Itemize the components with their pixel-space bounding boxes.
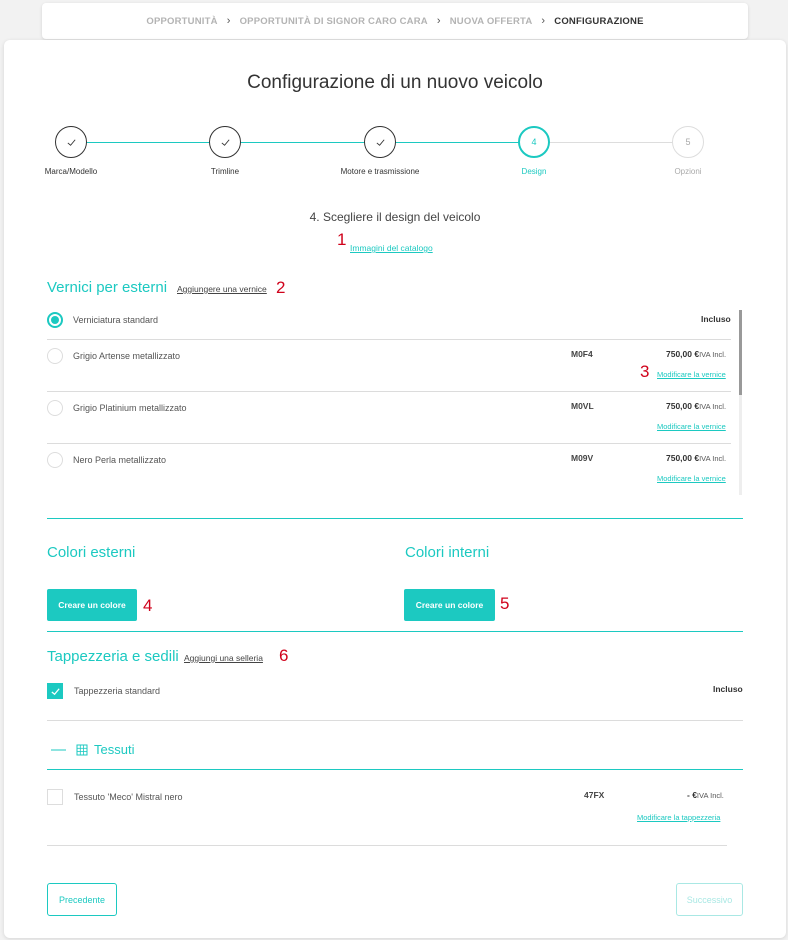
paint-list-scrollbar-thumb[interactable] xyxy=(739,310,742,395)
upholstery-standard-name: Tappezzeria standard xyxy=(74,686,161,696)
paint-price: Incluso xyxy=(701,314,731,324)
annotation-2: 2 xyxy=(276,278,286,297)
stepper-remaining-line xyxy=(534,142,688,143)
divider xyxy=(47,443,731,444)
divider xyxy=(47,391,731,392)
step-label-engine: Motore e trasmissione xyxy=(340,167,420,176)
breadcrumb-item-new-offer[interactable]: NUOVA OFFERTA xyxy=(449,15,533,27)
check-icon xyxy=(220,137,231,148)
annotation-1: 1 xyxy=(337,230,347,249)
divider xyxy=(47,720,743,721)
exterior-paints-title: Vernici per esterni xyxy=(47,279,168,296)
breadcrumb-item-opportunities[interactable]: OPPORTUNITÀ xyxy=(146,15,218,27)
annotation-3: 3 xyxy=(640,362,650,381)
paint-price: 750,00 €IVA Incl. xyxy=(666,349,727,359)
group-divider xyxy=(47,769,743,770)
paint-name: Grigio Platinium metallizzato xyxy=(73,403,187,413)
fabric-price: - €IVA Incl. xyxy=(687,790,724,800)
edit-paint-link[interactable]: Modificare la vernice xyxy=(657,474,726,483)
annotation-6: 6 xyxy=(279,646,289,665)
fabrics-group-label[interactable]: Tessuti xyxy=(94,742,135,757)
page-title: Configurazione di un nuovo veicolo xyxy=(247,72,543,93)
breadcrumb xyxy=(42,3,748,39)
annotation-4: 4 xyxy=(143,596,153,615)
create-interior-color-button[interactable]: Creare un colore xyxy=(404,589,495,621)
collapse-group-icon[interactable]: — xyxy=(51,741,66,758)
chevron-right-icon: › xyxy=(541,15,546,27)
exterior-colors-title: Colori esterni xyxy=(47,544,136,561)
upholstery-standard-price: Incluso xyxy=(713,684,743,694)
step-4-active[interactable]: 4 xyxy=(518,126,550,158)
chevron-right-icon: › xyxy=(226,15,231,27)
paint-code: M09V xyxy=(571,453,594,463)
paint-radio-standard[interactable] xyxy=(47,312,63,328)
check-icon xyxy=(375,137,386,148)
step-1-done[interactable] xyxy=(55,126,87,158)
step-label-options: Opzioni xyxy=(674,167,702,176)
step-5-future[interactable]: 5 xyxy=(672,126,704,158)
fabric-grid-icon xyxy=(76,744,88,756)
paint-radio-grigio-platinium[interactable] xyxy=(47,400,63,416)
step-label-trimline: Trimline xyxy=(210,167,240,176)
breadcrumb-item-opportunity-customer[interactable]: OPPORTUNITÀ DI SIGNOR CARO CARA xyxy=(239,15,428,27)
divider xyxy=(47,339,731,340)
add-upholstery-link[interactable]: Aggiungi una selleria xyxy=(184,653,263,663)
interior-colors-title: Colori interni xyxy=(405,544,490,561)
catalog-images-link[interactable]: Immagini del catalogo xyxy=(350,243,433,253)
paint-price: 750,00 €IVA Incl. xyxy=(666,453,727,463)
paint-code: M0F4 xyxy=(571,349,593,359)
edit-paint-link[interactable]: Modificare la vernice xyxy=(657,422,726,431)
annotation-5: 5 xyxy=(500,594,510,613)
step-label-brand-model: Marca/Modello xyxy=(44,167,98,176)
step-3-done[interactable] xyxy=(364,126,396,158)
stepper-progress-line xyxy=(71,142,534,143)
step-label-design: Design xyxy=(521,167,547,176)
paint-name: Nero Perla metallizzato xyxy=(73,455,167,465)
edit-upholstery-link[interactable]: Modificare la tappezzeria xyxy=(637,813,721,822)
previous-button[interactable]: Precedente xyxy=(47,883,117,916)
paint-name: Grigio Artense metallizzato xyxy=(73,351,181,361)
check-icon xyxy=(50,686,61,697)
configuration-card xyxy=(4,40,786,938)
section-divider xyxy=(47,631,743,632)
fabric-name: Tessuto 'Meco' Mistral nero xyxy=(74,792,183,802)
section-divider xyxy=(47,518,743,519)
paint-radio-grigio-artense[interactable] xyxy=(47,348,63,364)
edit-paint-link[interactable]: Modificare la vernice xyxy=(657,370,726,379)
paint-radio-nero-perla[interactable] xyxy=(47,452,63,468)
step-2-done[interactable] xyxy=(209,126,241,158)
paint-name: Verniciatura standard xyxy=(73,315,159,325)
fabric-checkbox[interactable] xyxy=(47,789,63,805)
upholstery-title: Tappezzeria e sedili xyxy=(47,648,179,665)
next-button[interactable]: Successivo xyxy=(676,883,743,916)
divider xyxy=(47,845,727,846)
upholstery-standard-checkbox[interactable] xyxy=(47,683,63,699)
breadcrumb-item-configuration: CONFIGURAZIONE xyxy=(554,15,644,27)
add-paint-link[interactable]: Aggiungere una vernice xyxy=(177,284,267,294)
paint-price: 750,00 €IVA Incl. xyxy=(666,401,727,411)
fabric-code: 47FX xyxy=(584,790,605,800)
paint-code: M0VL xyxy=(571,401,594,411)
design-step-subtitle: 4. Scegliere il design del veicolo xyxy=(309,210,481,224)
chevron-right-icon: › xyxy=(436,15,441,27)
check-icon xyxy=(66,137,77,148)
create-exterior-color-button[interactable]: Creare un colore xyxy=(47,589,137,621)
